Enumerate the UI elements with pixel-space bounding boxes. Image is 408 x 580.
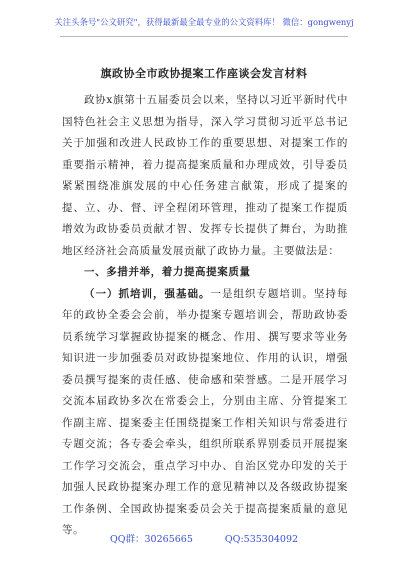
header-note: 关注头条号"公文研究"，获得最新最全最专业的公文资料库！ 微信：gongwenyj	[54, 17, 354, 27]
section-heading: 一、多措并举，着力提高提案质量	[84, 266, 251, 278]
document-body	[62, 90, 348, 542]
footer-contact	[0, 533, 408, 547]
qq-group: QQ群：30265665	[109, 534, 193, 545]
subsection-label: （一）抓培训，强基础。	[84, 287, 211, 300]
subsection-text: 一是组织专题培训。坚持每年的政协全委会会前，举办提案专题培训会，帮助政协委员系统学习掌握政协提案的概念、作用、撰写要求等业务知识进一步加强委员对政协提案地位、作用的认识，增强委员撰写提案的责任感、使命感和荣誉感。二是开展学习交流本届政协多次在常委会上，分别由主席、分管提案工作副主席、提案委主任围绕提案工作相关知识与常委进行专题交流；各专委会牵头，组织所联系界别委员开展提案工作学习交流会，重点学习中办、自治区党办印发的关于加强人民政协提案办理工作的意见精神以及各级政协提案工作条例、全国政协提案委员会关于提高提案质量的意见等。	[62, 287, 348, 536]
subsection-paragraph	[62, 284, 348, 542]
intro-paragraph: 政协x旗第十五届委员会以来，坚持以习近平新时代中国特色社会主义思想为指导，深入学习贯彻习近平总书记关于加强和改进人民政协工作的重要思想、对提案工作的重要指示精神，着力提高提案质量和办理成效，引导委员紧紧围绕准旗发展的中心任务建言献策，形成了提案的提、立、办、督、评全程闭环管理，推动了提案工作提质增效为政协委员贡献才智、发挥专长提供了舞台，为助推地区经济社会高质量发展贡献了政协力量。主要做法是：	[62, 94, 348, 257]
header-divider	[60, 36, 348, 37]
qq-number: QQ:535304092	[224, 534, 299, 545]
document-title: 旗政协全市政协提案工作座谈会发言材料	[100, 67, 308, 80]
